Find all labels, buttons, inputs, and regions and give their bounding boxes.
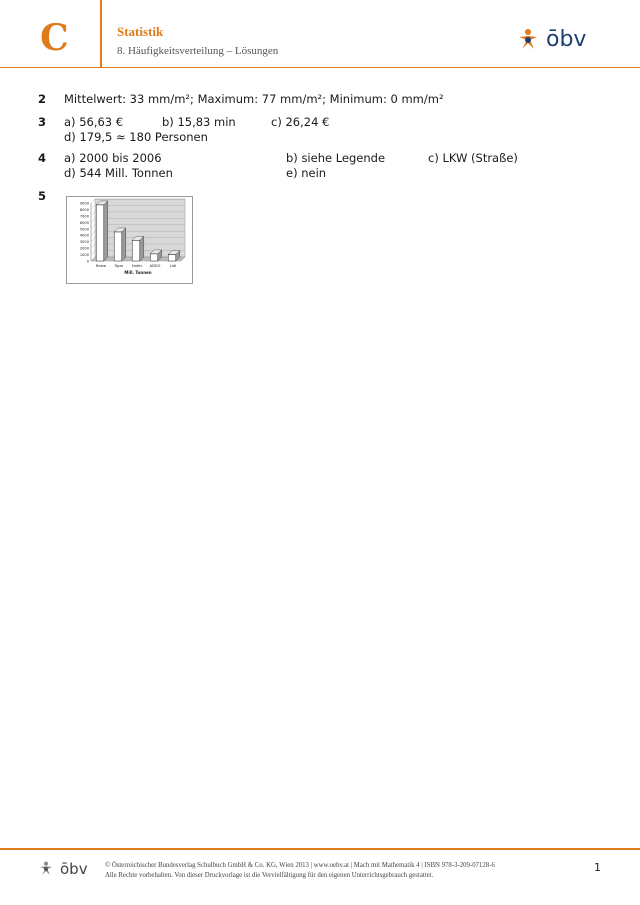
- page-number: 1: [594, 861, 601, 874]
- gridline-diag: [91, 251, 95, 255]
- task-number: 2: [38, 92, 47, 106]
- bar: [96, 205, 104, 261]
- bar-side: [104, 201, 108, 261]
- bar-side: [122, 228, 126, 261]
- x-axis-label: Mill. Tonnen: [124, 270, 152, 275]
- y-tick-label: 4000: [79, 233, 89, 238]
- x-tick-label: Hofer: [131, 263, 143, 268]
- gridline-diag: [91, 225, 95, 229]
- bar: [168, 255, 176, 261]
- y-tick-label: 2000: [79, 246, 89, 251]
- answer-item: Mittelwert: 33 mm/m²; Maximum: 77 mm/m²; Minimum: 0 mm/m²: [64, 92, 444, 106]
- x-tick-label: Rewe: [95, 263, 107, 268]
- gridline-diag: [91, 205, 95, 209]
- gridline-diag: [91, 244, 95, 248]
- task-number: 3: [38, 115, 47, 129]
- page-subtitle: 8. Häufigkeitsverteilung – Lösungen: [117, 45, 279, 57]
- y-tick-label: 7000: [79, 214, 89, 219]
- gridline-diag: [91, 238, 95, 242]
- obv-star-icon: [516, 28, 540, 52]
- footer-copyright: [105, 861, 495, 881]
- bar-side: [140, 236, 144, 261]
- y-tick-label: 5000: [79, 227, 89, 232]
- y-tick-label: 3000: [79, 240, 89, 245]
- answer-item: a) 56,63 €: [64, 115, 124, 129]
- bar-chart-svg: [67, 197, 192, 283]
- obv-logo: [516, 27, 586, 52]
- bar: [114, 232, 122, 261]
- answer-item: d) 179,5 ≈ 180 Personen: [64, 130, 208, 144]
- y-tick-label: 9000: [79, 201, 89, 206]
- task-number: 4: [38, 151, 47, 165]
- gridline-diag: [91, 212, 95, 216]
- answer-item: d) 544 Mill. Tonnen: [64, 166, 173, 180]
- y-tick-label: 6000: [79, 220, 89, 225]
- bar: [150, 254, 158, 261]
- copyright-line: © Österreichischer Bundesverlag Schulbuch GmbH & Co. KG, Wien 2013 | www.oebv.at | Mach mit Mathematik 4 | ISBN 978-3-209-07128-6: [105, 862, 495, 869]
- chapter-letter: C: [40, 17, 69, 59]
- answer-item: c) LKW (Straße): [428, 151, 518, 165]
- answer-item: b) 15,83 min: [162, 115, 236, 129]
- task-number: 5: [38, 189, 47, 203]
- answer-item: c) 26,24 €: [271, 115, 330, 129]
- footer-logo: [38, 860, 88, 878]
- page-title: Statistik: [117, 24, 164, 39]
- x-tick-label: ADEG: [149, 263, 161, 268]
- x-tick-label: Lidl: [169, 263, 177, 268]
- bar-chart: [66, 196, 193, 284]
- answer-item: a) 2000 bis 2006: [64, 151, 162, 165]
- logo-text: ōbv: [546, 27, 587, 52]
- obv-star-icon: [38, 861, 54, 877]
- page-header: [0, 0, 640, 68]
- gridline-diag: [91, 231, 95, 235]
- gridline-diag: [91, 218, 95, 222]
- footer-divider: [0, 848, 640, 850]
- footer-logo-text: ōbv: [60, 860, 88, 878]
- bar: [132, 240, 140, 261]
- y-tick-label: 0: [86, 259, 89, 264]
- header-divider: [100, 0, 102, 68]
- rights-line: Alle Rechte vorbehalten. Von dieser Druckvorlage ist die Vervielfältigung für den eigenen Unterrichtsgebrauch gestattet.: [105, 872, 434, 879]
- y-tick-label: 8000: [79, 207, 89, 212]
- y-tick-label: 1000: [79, 253, 89, 258]
- gridline-diag: [91, 199, 95, 203]
- answer-item: e) nein: [286, 166, 327, 180]
- answer-item: b) siehe Legende: [286, 151, 386, 165]
- x-tick-label: Spar: [114, 263, 124, 268]
